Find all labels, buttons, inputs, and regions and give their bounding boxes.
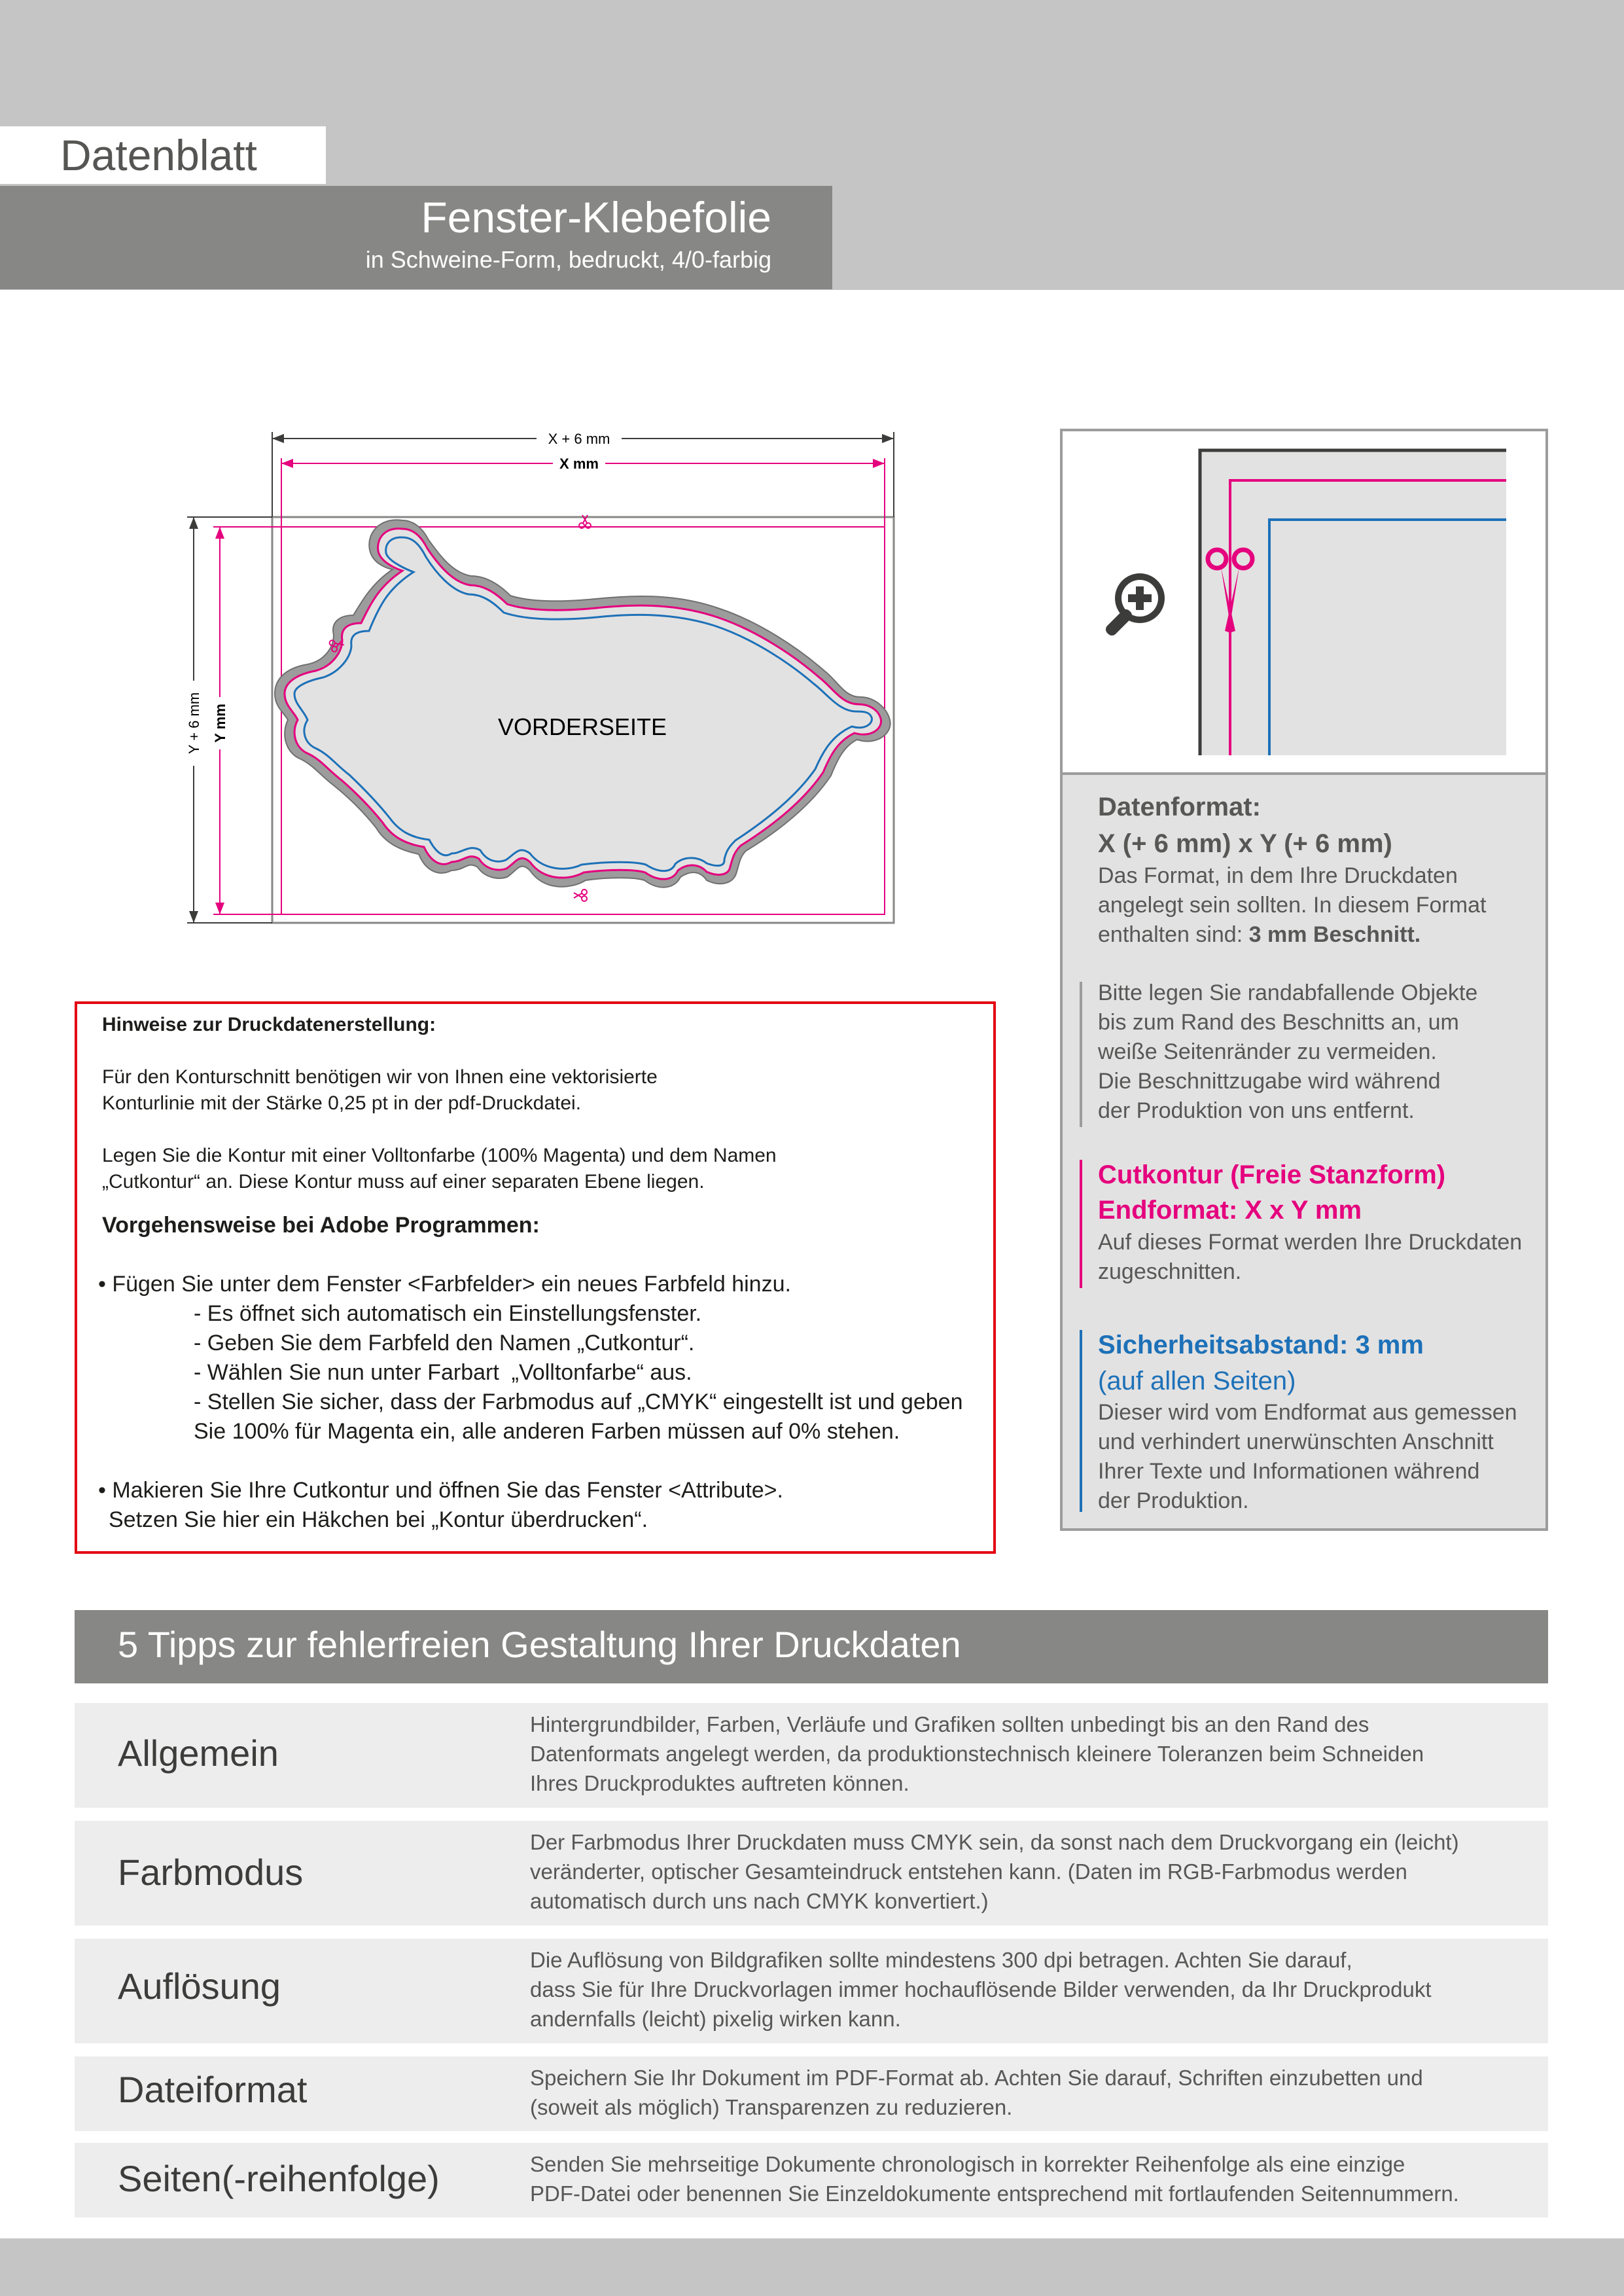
height-final-label: Y mm [212,704,228,743]
tip-text: Hintergrundbilder, Farben, Verläufe und Grafiken sollten unbedingt bis an den Rand des Datenformats angelegt werden, da produktionstechnisch kleinere Toleranzen beim Schneiden Ihres Druckproduktes auftreten können. [530,1712,1424,1795]
step-2-line2: Setzen Sie hier ein Häkchen bei „Kontur überdrucken“. [109,1507,648,1532]
print-hints-box [75,1001,996,1554]
tip-row [75,2143,1548,2217]
cut-info-bar [1080,1160,1082,1288]
arrowhead-icon [215,903,224,914]
corner-detail [1195,448,1506,755]
format-diagram [177,419,916,936]
width-bleed-label: X + 6 mm [548,431,610,447]
bleed-note-line4: Die Beschnittzugabe wird während [1098,1069,1441,1094]
safety-desc-line2: und verhindert unerwünschten Anschnitt [1098,1429,1494,1454]
zoom-in-icon [1090,563,1175,648]
step-1a: - Es öffnet sich automatisch ein Einstellungsfenster. [194,1301,702,1326]
bleed-note-line1: Bitte legen Sie randabfallende Objekte [1098,980,1478,1005]
safety-info-bar [1080,1330,1082,1512]
tip-row [75,2056,1548,2131]
tip-row [75,1939,1548,2043]
hints-heading: Hinweise zur Druckdatenerstellung: [102,1014,436,1035]
pig-cut-line [285,529,881,879]
arrowhead-icon [189,517,198,529]
cut-heading-line2: Endformat: X x Y mm [1098,1196,1362,1225]
datenformat-desc-line2: angelegt sein sollten. In diesem Format [1098,893,1487,918]
hints-para2-line2: „Cutkontur“ an. Diese Kontur muss auf einer separaten Ebene liegen. [102,1171,705,1193]
datenformat-heading: Datenformat: [1098,793,1261,821]
hints-para1-line2: Konturlinie mit der Stärke 0,25 pt in der pdf-Druckdatei. [102,1092,582,1114]
product-title: Fenster-Klebefolie [421,193,771,242]
step-1d-line1: - Stellen Sie sicher, dass der Farbmodus auf „CMYK“ eingestellt ist und geben [194,1390,963,1414]
safety-sub: (auf allen Seiten) [1098,1367,1296,1395]
tip-row [75,1821,1548,1926]
safety-desc-line1: Dieser wird vom Endformat aus gemessen [1098,1400,1517,1425]
tip-label: Farbmodus [118,1852,304,1893]
cut-desc-line1: Auf dieses Format werden Ihre Druckdaten [1098,1230,1523,1255]
arrowhead-icon [882,434,894,443]
tip-text: Speichern Sie Ihr Dokument im PDF-Format ab. Achten Sie darauf, Schriften einzubetten und (soweit als möglich) Transparenzen zu reduzieren. [530,2066,1423,2119]
hints-para1-line1: Für den Konturschnitt benötigen wir von Ihnen eine vektorisierte [102,1066,658,1088]
step-1c: - Wählen Sie nun unter Farbart „Volltonfarbe“ aus. [194,1360,692,1385]
bleed-note-bar [1080,982,1082,1127]
tip-row [75,1703,1548,1808]
datenformat-value: X (+ 6 mm) x Y (+ 6 mm) [1098,829,1392,858]
tip-text: Die Auflösung von Bildgrafiken sollte mindestens 300 dpi betragen. Achten Sie darauf, dass Sie für Ihre Druckvorlagen immer hochauflösende Bilder verwenden, da Ihr Druckprodukt andernfalls (leicht) pixelig wirken kann. [530,1948,1432,2031]
doc-type-tab [0,126,326,184]
cut-desc-line2: zugeschnitten. [1098,1259,1242,1284]
tip-label: Allgemein [118,1732,279,1774]
width-final-label: X mm [559,456,599,472]
tip-label: Auflösung [118,1965,281,2007]
cut-heading-line1: Cutkontur (Freie Stanzform) [1098,1160,1446,1189]
hints-para2-line1: Legen Sie die Kontur mit einer Volltonfarbe (100% Magenta) und dem Namen [102,1145,777,1166]
tip-label: Seiten(-reihenfolge) [118,2158,440,2199]
tip-label: Dateiformat [118,2069,308,2110]
doc-type-label: Datenblatt [60,131,257,179]
product-subtitle: in Schweine-Form, bedruckt, 4/0-farbig [365,246,771,273]
datenformat-desc-line3: enthalten sind: 3 mm Beschnitt. [1098,922,1421,947]
step-1d-line2: Sie 100% für Magenta ein, alle anderen Farben müssen auf 0% stehen. [194,1419,900,1444]
side-label: VORDERSEITE [497,713,667,740]
height-bleed-label: Y + 6 mm [186,692,202,755]
step-2-line1: • Makieren Sie Ihre Cutkontur und öffnen Sie das Fenster <Attribute>. [98,1478,783,1503]
arrowhead-icon [873,459,885,468]
tip-text: Senden Sie mehrseitige Dokumente chronologisch in korrekter Reihenfolge als eine einzige PDF-Datei oder benennen Sie Einzeldokumente entsprechend mit fortlaufenden Seitennummern. [530,2152,1459,2206]
footer-band [0,2238,1624,2296]
arrowhead-icon [281,459,293,468]
arrowhead-icon [272,434,284,443]
safety-heading: Sicherheitsabstand: 3 mm [1098,1331,1424,1359]
datenformat-desc-line1: Das Format, in dem Ihre Druckdaten [1098,863,1458,888]
bleed-note-line2: bis zum Rand des Beschnitts an, um [1098,1010,1459,1035]
tips-header [75,1610,1548,1683]
step-1: • Fügen Sie unter dem Fenster <Farbfelder> ein neues Farbfeld hinzu. [98,1272,791,1297]
scissors-icon [574,889,587,901]
tips-heading: 5 Tipps zur fehlerfreien Gestaltung Ihrer Druckdaten [118,1624,961,1665]
pig-shape [275,520,891,887]
bleed-note-line5: der Produktion von uns entfernt. [1098,1098,1415,1123]
arrowhead-icon [189,911,198,923]
safety-desc-line3: Ihrer Texte und Informationen während [1098,1459,1480,1484]
tip-text: Der Farbmodus Ihrer Druckdaten muss CMYK sein, da sonst nach dem Druckvorgang ein (leicht) veränderter, optischer Gesamteindruck entstehen kann. (Daten im RGB-Farbmodus werden automatisch durch uns nach CMYK konvertiert.) [530,1830,1459,1913]
title-bar [0,186,832,289]
arrowhead-icon [215,527,224,539]
safety-desc-line4: der Produktion. [1098,1488,1249,1513]
adobe-heading: Vorgehensweise bei Adobe Programmen: [102,1213,540,1238]
step-1b: - Geben Sie dem Farbfeld den Namen „Cutkontur“. [194,1331,695,1355]
bleed-note-line3: weiße Seitenränder zu vermeiden. [1098,1039,1437,1064]
